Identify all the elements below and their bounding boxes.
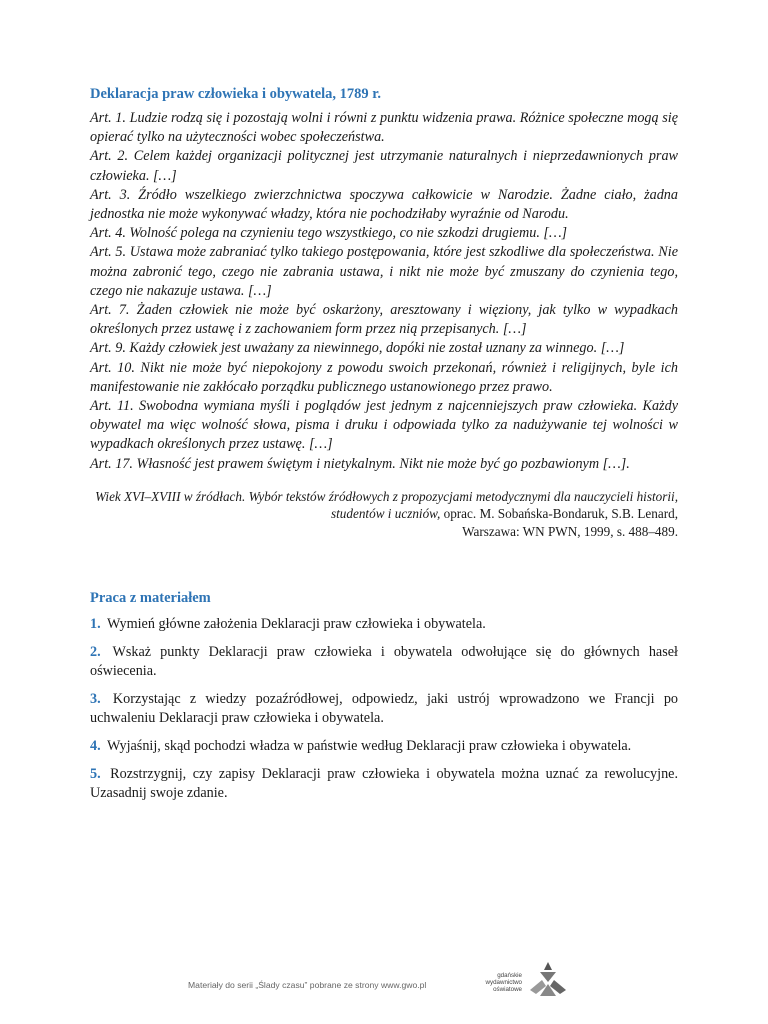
article-5: Art. 5. Ustawa może zabraniać tylko takiego postępowania, które jest szkodliwe dla społeczeństwa. Nie można zabronić tego, czego nie zabrania ustawa, i nikt nie może być zmuszany do czynienia tego, czego nie nakazuje ustawa. […] <box>90 244 678 299</box>
article-4: Art. 4. Wolność polega na czynieniu tego wszystkiego, co nie szkodzi drugiemu. […] <box>90 225 568 242</box>
task-item <box>90 615 678 634</box>
task-item <box>90 765 678 803</box>
source-authors: oprac. M. Sobańska-Bondaruk, S.B. Lenard, <box>440 506 678 522</box>
publisher-logo-icon <box>526 960 570 1000</box>
source-publisher: Warszawa: WN PWN, 1999, s. 488–489. <box>462 523 678 539</box>
task-text: Wskaż punkty Deklaracji praw człowieka i obywatela odwołujące się do głównych haseł oświecenia. <box>90 644 678 680</box>
logo-line-3: oświatowe <box>493 986 522 993</box>
publisher-logo-text <box>476 972 522 993</box>
task-item <box>90 690 678 728</box>
article-2: Art. 2. Celem każdej organizacji politycznej jest utrzymanie naturalnych i nieprzedawnionych praw człowieka. […] <box>90 148 678 184</box>
article-10: Art. 10. Nikt nie może być niepokojony z powodu swoich przekonań, również i religijnych, byle ich manifestowanie nie zakłócało porządku publicznego ustanowionego przez prawo. <box>90 359 678 395</box>
exercise-title: Praca z materiałem <box>90 590 211 607</box>
task-text: Rozstrzygnij, czy zapisy Deklaracji praw człowieka i obywatela można uznać za rewolucyjne. Uzasadnij swoje zdanie. <box>90 766 679 802</box>
task-text: Wyjaśnij, skąd pochodzi władza w państwie według Deklaracji praw człowieka i obywatela. <box>106 738 632 755</box>
task-item <box>90 643 678 681</box>
article-9: Art. 9. Każdy człowiek jest uważany za niewinnego, dopóki nie został uznany za winnego. […] <box>90 340 625 357</box>
page-footer <box>0 968 768 1008</box>
document-page <box>90 86 678 812</box>
source-book-title: Wiek XVI–XVIII w źródłach. Wybór tekstów źródłowych z propozycjami metodycznymi dla nauczycieli historii, studentów i uczniów, <box>95 488 678 522</box>
footer-text: Materiały do serii „Ślady czasu” pobrane ze strony www.gwo.pl <box>188 980 427 990</box>
task-number: 1. <box>90 616 101 633</box>
task-item <box>90 737 678 756</box>
article-11: Art. 11. Swobodna wymiana myśli i poglądów jest jednym z najcenniejszych praw człowieka. Każdy obywatel ma więc wolność słowa, pisma i druku i odpowiada tylko za nadużywanie tej wolności w wypadkach określonych przez ustawę. […] <box>90 398 678 453</box>
logo-line-1: gdańskie <box>497 972 522 979</box>
document-title: Deklaracja praw człowieka i obywatela, 1789 r. <box>90 86 382 102</box>
task-text: Wymień główne założenia Deklaracji praw człowieka i obywatela. <box>106 616 486 633</box>
article-1: Art. 1. Ludzie rodzą się i pozostają wolni i równi z punktu widzenia prawa. Różnice społeczne mogą się opierać tylko na użyteczności wobec społeczeństwa. <box>90 110 678 146</box>
task-number: 5. <box>90 766 101 783</box>
task-number: 2. <box>90 644 101 661</box>
task-number: 3. <box>90 691 101 708</box>
task-number: 4. <box>90 738 101 755</box>
article-17: Art. 17. Własność jest prawem świętym i nietykalnym. Nikt nie może być go pozbawionym […]. <box>90 455 630 472</box>
logo-line-2: wydawnictwo <box>485 979 522 986</box>
article-7: Art. 7. Żaden człowiek nie może być oskarżony, aresztowany i więziony, jak tylko w wypadkach określonych przez ustawę i z zachowaniem form przez nią przepisanych. […] <box>90 302 678 338</box>
articles-list <box>90 109 678 474</box>
tasks-list <box>90 615 678 803</box>
article-3: Art. 3. Źródło wszelkiego zwierzchnictwa spoczywa całkowicie w Narodzie. Żadne ciało, żadna jednostka nie może wykonywać władzy, która nie pochodziłaby wyraźnie od Narodu. <box>90 186 678 223</box>
source-citation <box>90 488 678 541</box>
task-text: Korzystając z wiedzy pozaźródłowej, odpowiedz, jaki ustrój wprowadzono we Francji po uchwaleniu Deklaracji praw człowieka i obywatela. <box>90 691 679 727</box>
